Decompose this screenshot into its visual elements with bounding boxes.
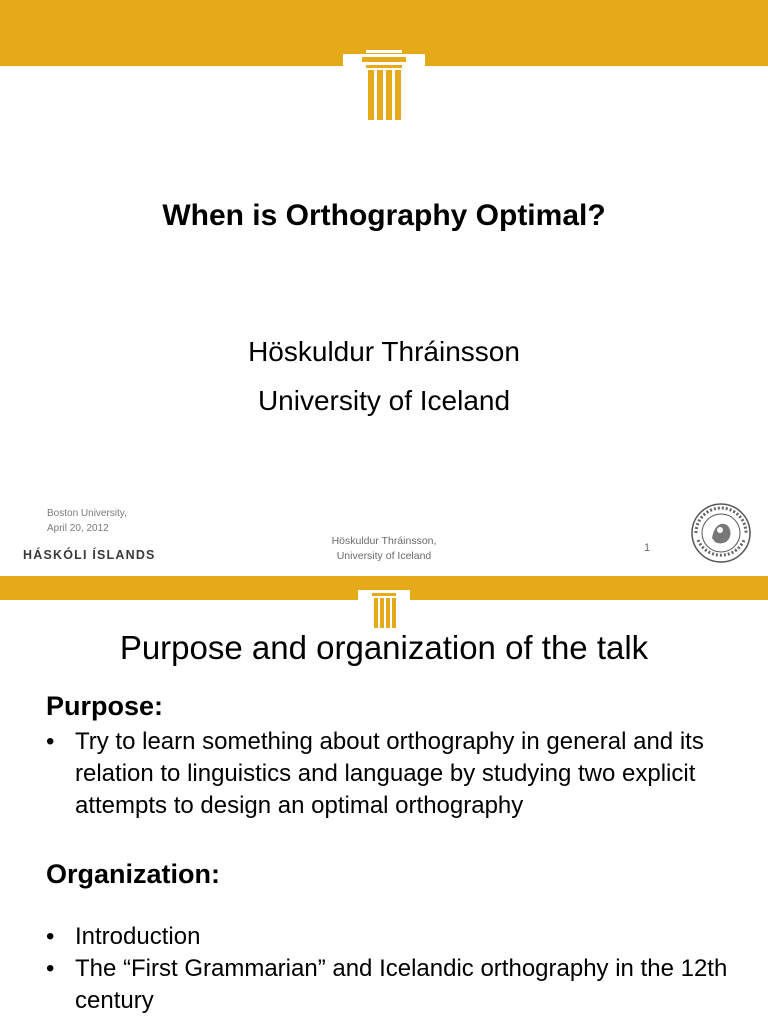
author-affiliation: University of Iceland bbox=[257, 385, 511, 416]
author-name: Höskuldur Thráinsson bbox=[248, 336, 520, 367]
list-item: • Try to learn something about orthography in general and its relation to linguistics and language by studying two explicit attempts to design an optimal orthography bbox=[46, 726, 746, 822]
purpose-heading: Purpose: bbox=[46, 691, 164, 721]
purpose-list bbox=[46, 726, 746, 822]
footer-author-name: Höskuldur Thráinsson, bbox=[331, 535, 437, 547]
content-slide bbox=[0, 576, 768, 1024]
list-item: • The “First Grammarian” and Icelandic orthography in the 12th century bbox=[46, 953, 746, 1017]
event-date: April 20, 2012 bbox=[47, 523, 109, 534]
slide-title: Purpose and organization of the talk bbox=[119, 629, 649, 666]
presentation-title: When is Orthography Optimal? bbox=[162, 199, 606, 232]
organization-heading: Organization: bbox=[46, 859, 220, 889]
footer-author-affiliation: University of Iceland bbox=[336, 550, 432, 562]
event-name: Boston University, bbox=[47, 508, 127, 519]
institution-logo: HÁSKÓLI ÍSLANDS bbox=[23, 548, 156, 562]
footer-author bbox=[300, 534, 468, 564]
university-seal-icon bbox=[690, 502, 752, 564]
list-item: • Introduction bbox=[46, 921, 746, 953]
organization-list bbox=[46, 921, 746, 1017]
page-number: 1 bbox=[644, 542, 651, 554]
